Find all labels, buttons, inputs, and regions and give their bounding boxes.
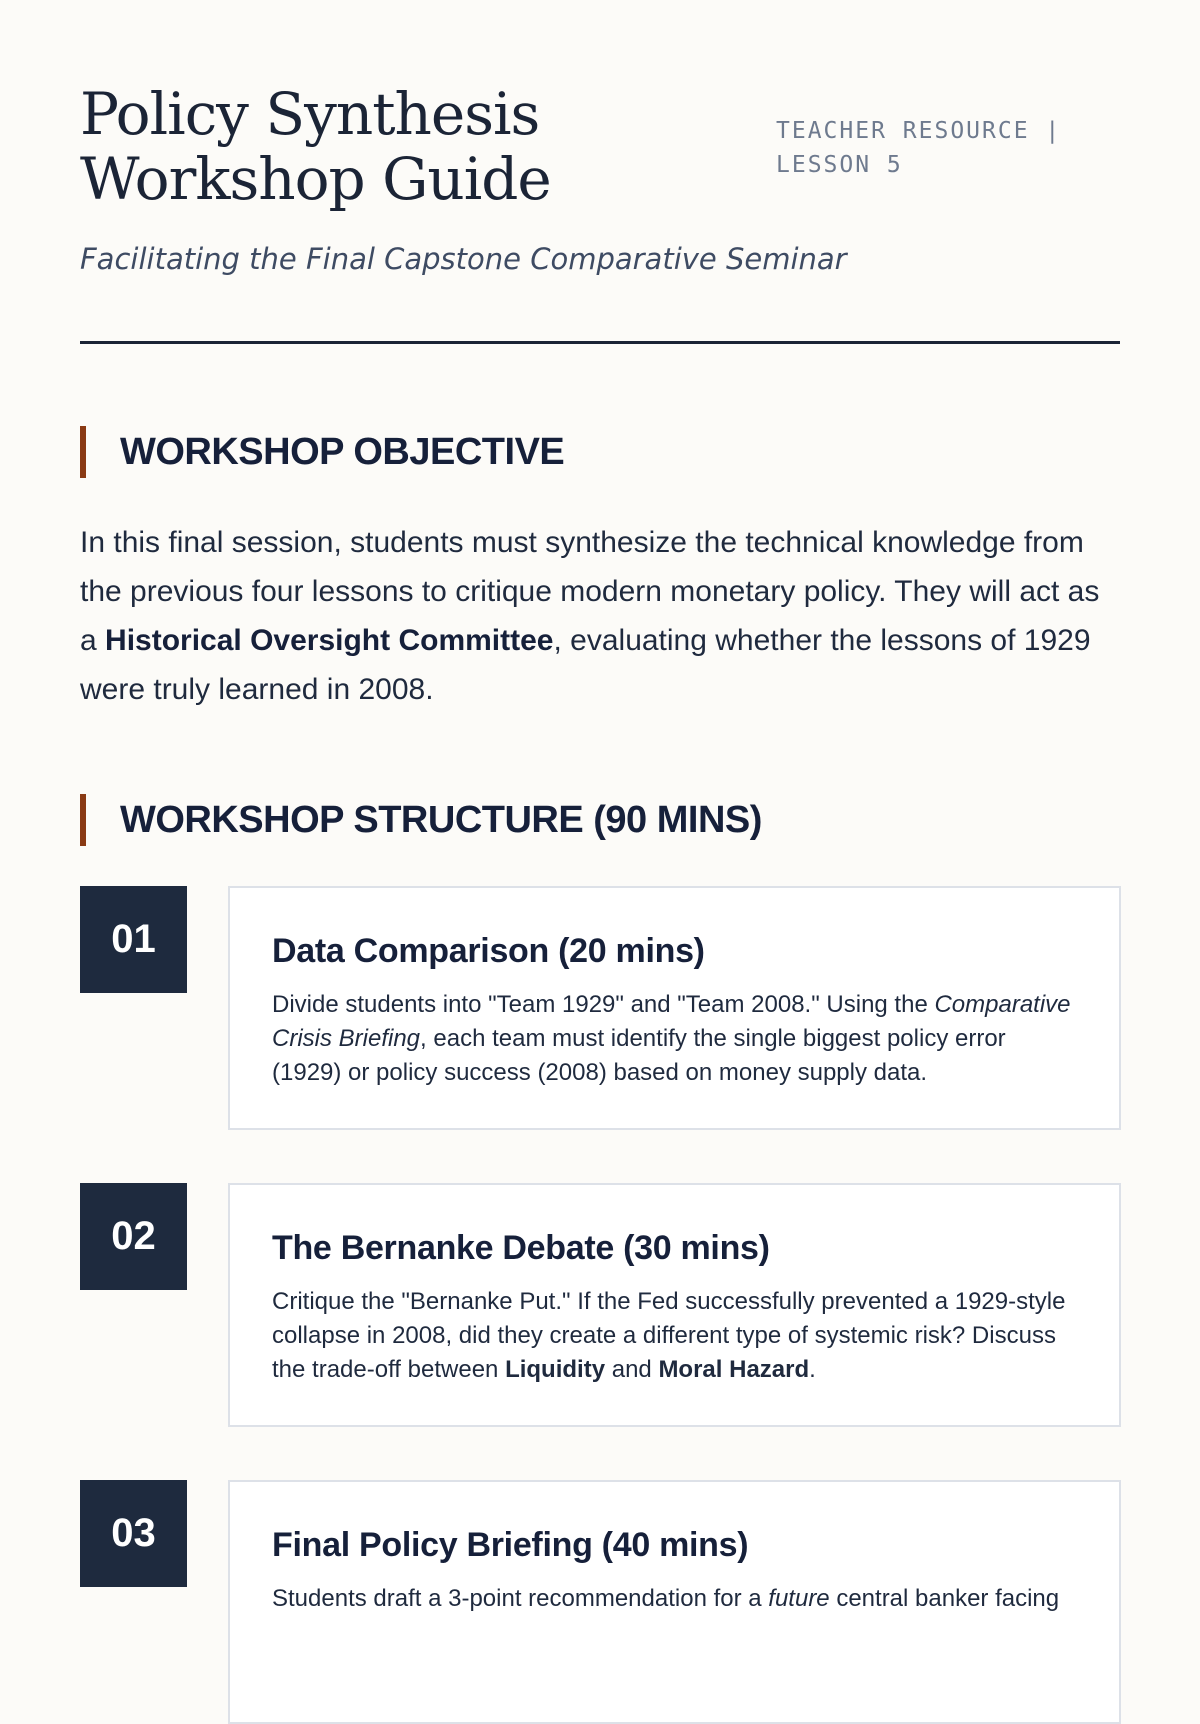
step-title: The Bernanke Debate (30 mins): [272, 1229, 770, 1267]
workshop-step: [80, 1183, 1120, 1427]
step-desc-bold: Moral Hazard: [658, 1356, 810, 1383]
step-desc-part: and: [605, 1356, 659, 1383]
step-desc-part: Students draft a 3-point recommendation for a: [272, 1585, 769, 1612]
step-desc-part: Divide students into "Team 1929" and "Team 2008." Using the: [272, 991, 935, 1018]
step-title: Final Policy Briefing (40 mins): [272, 1526, 749, 1564]
page-title: [80, 82, 720, 212]
step-desc-part: .: [809, 1356, 816, 1383]
step-desc-italic: Comparative Crisis Briefing: [272, 991, 1071, 1052]
step-card: [228, 1480, 1121, 1724]
workshop-step: [80, 886, 1120, 1130]
step-number: 02: [80, 1183, 187, 1290]
step-title: Data Comparison (20 mins): [272, 932, 705, 970]
step-description: [272, 1285, 1079, 1387]
step-desc-part: , each team must identify the single biggest policy error (1929) or policy success (2008) based on money supply data.: [272, 1025, 1006, 1086]
step-card: [228, 886, 1121, 1130]
step-description: [272, 1582, 1079, 1616]
objective-text-start: In this final session, students must synthesize the technical knowledge from the previous four lessons to critique modern monetary policy. They will act as a: [80, 526, 1100, 657]
resource-label-line-1: TEACHER RESOURCE |: [776, 118, 1062, 144]
title-line-1: Policy Synthesis: [80, 80, 540, 148]
page-subtitle: Facilitating the Final Capstone Comparative Seminar: [80, 242, 847, 276]
objective-text: [80, 518, 1120, 714]
step-desc-bold: Liquidity: [505, 1356, 606, 1383]
resource-label: [776, 114, 1116, 182]
step-number: 01: [80, 886, 187, 993]
step-number: 03: [80, 1480, 187, 1587]
workshop-step: [80, 1480, 1120, 1724]
objective-text-end: , evaluating whether the lessons of 1929 were truly learned in 2008.: [80, 624, 1091, 706]
objective-heading: WORKSHOP OBJECTIVE: [80, 426, 564, 478]
step-desc-italic: future: [768, 1585, 830, 1612]
title-line-2: Workshop Guide: [80, 145, 551, 213]
objective-emphasis: Historical Oversight Committee: [105, 624, 554, 657]
step-description: [272, 988, 1079, 1090]
step-card: [228, 1183, 1121, 1427]
structure-heading: WORKSHOP STRUCTURE (90 MINS): [80, 794, 762, 846]
step-desc-part: Critique the "Bernanke Put." If the Fed successfully prevented a 1929-style collapse in 2008, did they create a different type of systemic risk? Discuss the trade-off between: [272, 1288, 1066, 1383]
resource-label-line-2: LESSON 5: [776, 152, 903, 178]
document-header: [80, 0, 1120, 344]
step-desc-part: central banker facing: [829, 1585, 1060, 1612]
